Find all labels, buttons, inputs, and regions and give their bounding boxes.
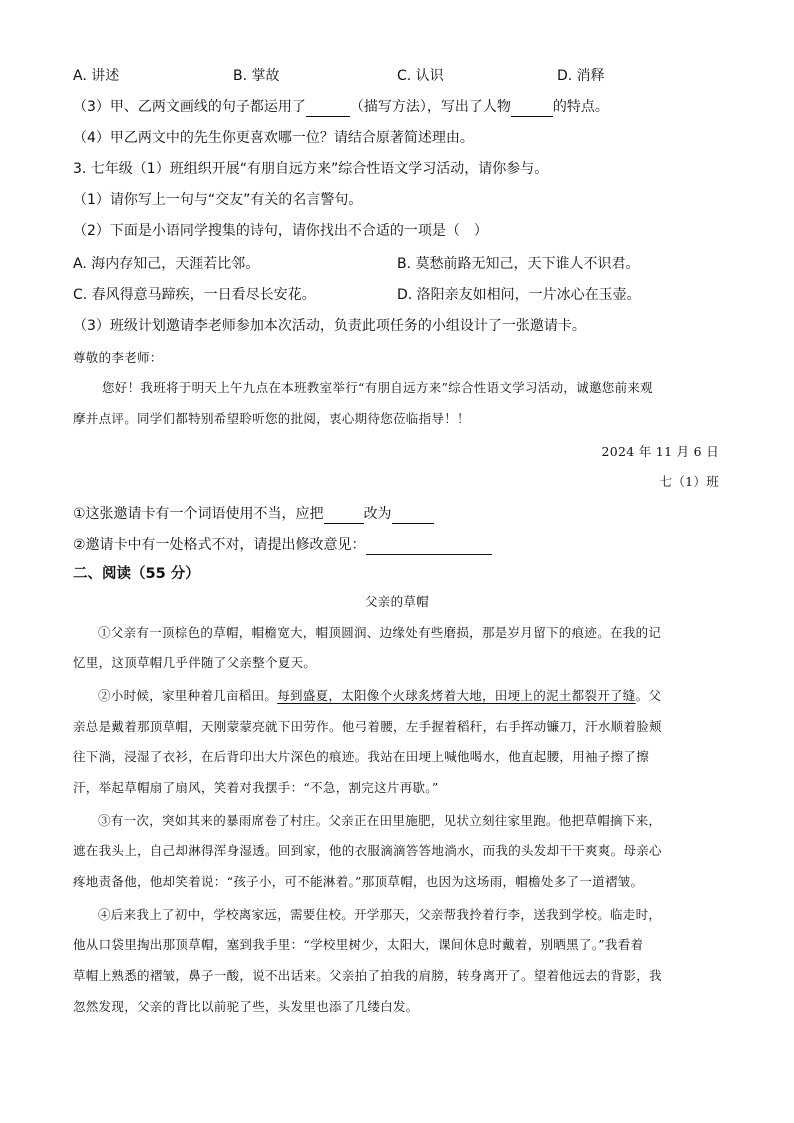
invitation-body-line1: 您好！我班将于明天上午九点在本班教室举行“有朋自远方来”综合性语文学习活动，诚邀您前来观 [102,380,653,395]
invitation-date: 2024 年 11 月 6 日 [601,444,719,459]
q3-option-a: A. 海内存知己，天涯若比邻。 [73,256,260,272]
article-paragraph-4-line-1: ④后来我上了初中，学校离家远，需要住校。开学那天，父亲帮我拎着行李，送我到学校。临走时， [98,907,662,922]
q2-option-a: A. 讲述 [73,68,120,84]
answer-blank[interactable] [366,539,492,555]
question-3-3: （3）班级计划邀请李老师参加本次活动，负责此项任务的小组设计了一张邀请卡。 [73,318,586,334]
question-2-3-text-a: （3）甲、乙两文画线的句子都运用了 [73,99,306,115]
answer-blank[interactable] [306,101,350,117]
answer-blank[interactable] [511,101,553,117]
article-title: 父亲的草帽 [364,594,429,609]
question-3-2: （2）下面是小语同学搜集的诗句，请你找出不合适的一项是（ ） [73,223,488,239]
q3-option-b: B. 莫愁前路无知己，天下谁人不识君。 [397,256,640,272]
answer-blank[interactable] [324,508,364,524]
article-paragraph-2-line-1 [98,686,661,706]
question-2-3-text-c: 的特点。 [552,99,609,115]
invitation-body-line2: 摩并点评。同学们都特别希望聆听您的批阅，衷心期待您莅临指导！！ [73,411,470,426]
article-underlined-sentence: 每到盛夏，太阳像个火球炙烤着大地，田埂上的泥土都裂开了缝 [277,688,636,703]
article-paragraph-2-text: 。父 [635,688,662,703]
article-paragraph-3-line-3: 疼地责备他，他却笑着说：“孩子小，可不能淋着。”那顶草帽，也因为这场雨，帽檐处多了一道褶皱。 [73,874,644,889]
article-paragraph-2-line-3: 往下淌，浸湿了衣衫，在后背印出大片深色的痕迹。我站在田埂上喊他喝水，他直起腰，用袖子擦了擦 [73,749,650,764]
invitation-salutation: 尊敬的李老师： [73,350,163,365]
q3-option-d: D. 洛阳亲友如相问，一片冰心在玉壶。 [397,287,641,303]
article-paragraph-1-line-2: 忆里，这顶草帽几乎伴随了父亲整个夏天。 [73,655,317,670]
q2-option-c: C. 认识 [397,68,444,84]
article-paragraph-2-text: ②小时候，家里种着几亩稻田。 [98,688,278,703]
article-paragraph-3-line-1: ③有一次，突如其来的暴雨席卷了村庄。父亲正在田里施肥，见状立刻往家里跑。他把草帽摘下来， [98,813,662,828]
question-3-3-sub1-text-a: ①这张邀请卡有一个词语使用不当，应把 [73,506,324,522]
q2-option-d: D. 消释 [557,68,605,84]
article-paragraph-2-line-2: 亲总是戴着那顶草帽，天刚蒙蒙亮就下田劳作。他弓着腰，左手握着稻秆，右手挥动镰刀，汗水顺着脸颊 [73,719,662,734]
q2-option-b: B. 掌故 [233,68,280,84]
question-3-3-sub1-text-b: 改为 [363,506,392,522]
article-paragraph-2-line-4: 汗，举起草帽扇了扇风，笑着对我摆手：“不急，割完这片再歇。” [73,780,439,795]
question-3-3-sub2 [73,535,492,555]
article-paragraph-4-line-4: 忽然发现，父亲的背比以前驼了些，头发里也添了几缕白发。 [73,999,419,1014]
question-3-1: （1）请你写上一句与“交友”有关的名言警句。 [73,192,363,208]
question-2-3 [73,97,609,117]
question-3-3-sub2-text: ②邀请卡中有一处格式不对，请提出修改意见： [73,537,366,553]
q3-option-c: C. 春风得意马蹄疾，一日看尽长安花。 [73,287,316,303]
section-2-title: 二、阅读（55 分） [73,566,200,582]
question-3-intro: 3. 七年级（1）班组织开展“有朋自远方来”综合性语文学习活动，请你参与。 [73,161,549,177]
article-paragraph-3-line-2: 遮在我头上，自己却淋得浑身湿透。回到家，他的衣服滴滴答答地淌水，而我的头发却干干爽爽。母亲心 [73,843,662,858]
invitation-signature: 七（1）班 [659,474,719,489]
answer-blank[interactable] [392,508,434,524]
question-2-3-text-b: （描写方法），写出了人物 [349,99,511,115]
article-paragraph-4-line-3: 草帽上熟悉的褶皱，鼻子一酸，说不出话来。父亲拍了拍我的肩膀，转身离开了。望着他远去的背影，我 [73,968,662,983]
article-paragraph-1-line-1: ①父亲有一顶棕色的草帽，帽檐宽大，帽顶圆润、边缘处有些磨损，那是岁月留下的痕迹。在我的记 [98,625,662,640]
article-paragraph-4-line-2: 他从口袋里掏出那顶草帽，塞到我手里：“学校里树少，太阳大，课间休息时戴着，别晒黑了。”我看着 [73,937,644,952]
question-3-3-sub1 [73,504,434,524]
question-2-4: （4）甲乙两文中的先生你更喜欢哪一位？请结合原著简述理由。 [73,130,474,146]
